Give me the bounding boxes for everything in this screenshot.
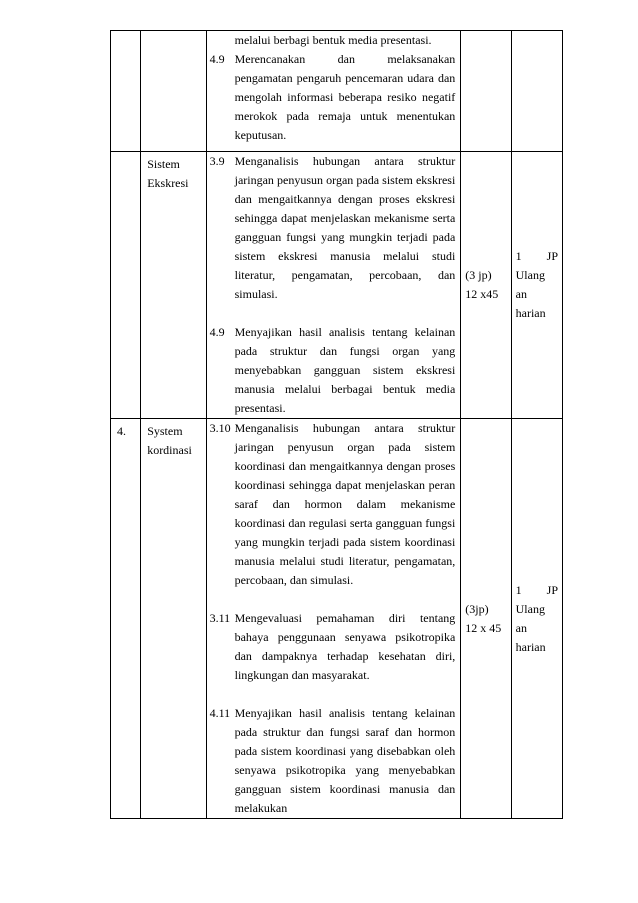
- kd-item: 3.9 Menganalisis hubungan antara struktur jaringan penyusun organ pada sistem ekskresi dan mengaitkannya dengan proses ekskresi sehingga dapat menjelaskan mekanisme serta gangguan fungsi yang mungkin terjadi pada sistem ekskresi manusia melalui studi literatur, pengamatan, percobaan, dan simulasi.: [209, 154, 456, 301]
- kd-item: 3.11 Mengevaluasi pemahaman diri tentang bahaya penggunaan senyawa psikotropika dan dampaknya terhadap kesehatan diri, lingkungan dan masyarakat.: [209, 611, 456, 682]
- cell-materi: [141, 31, 206, 152]
- cell-kd: [206, 152, 461, 419]
- kd-item: melalui berbagi bentuk media presentasi.: [234, 33, 432, 47]
- cell-materi: Sistem Ekskresi: [141, 152, 206, 419]
- cell-penilaian: [511, 31, 562, 152]
- table-row: [111, 152, 563, 419]
- cell-no: [111, 31, 141, 152]
- cell-materi: System kordinasi: [141, 419, 206, 819]
- cell-penilaian: 1 JP Ulang an harian: [511, 152, 562, 419]
- syllabus-table: [110, 30, 563, 819]
- table-row: [111, 419, 563, 819]
- cell-no: [111, 152, 141, 419]
- kd-item: 4.9 Merencanakan dan melaksanakan pengamatan pengaruh pencemaran udara dan mengolah informasi beberapa resiko negatif merokok pada remaja untuk menentukan keputusan.: [209, 52, 456, 142]
- kd-item: 4.11 Menyajikan hasil analisis tentang kelainan pada struktur dan fungsi saraf dan hormon pada sistem koordinasi yang disebabkan oleh senyawa psikotropika yang menyebabkan gangguan sistem koordinasi manusia dan melakukan: [209, 706, 456, 815]
- cell-kd: [206, 419, 461, 819]
- kd-item: 3.10 Menganalisis hubungan antara struktur jaringan penyusun organ pada sistem koordinasi dan mengaitkannya dengan proses koordinasi sehingga dapat menjelaskan peran saraf dan hormon dalam mekanisme koordinasi dan regulasi serta gangguan fungsi yang mungkin terjadi pada sistem koordinasi manusia melalui studi literatur, pengamatan, percobaan, dan simulasi.: [209, 421, 456, 587]
- cell-no: 4.: [111, 419, 141, 819]
- cell-alokasi: (3 jp) 12 x45: [461, 152, 511, 419]
- cell-alokasi: [461, 31, 511, 152]
- cell-kd: [206, 31, 461, 152]
- kd-item: 4.9 Menyajikan hasil analisis tentang kelainan pada struktur dan fungsi organ yang menyebabkan gangguan sistem ekskresi manusia melalui berbagai bentuk media presentasi.: [209, 325, 456, 415]
- cell-penilaian: 1 JP Ulang an harian: [511, 419, 562, 819]
- table-row: [111, 31, 563, 152]
- cell-alokasi: (3jp) 12 x 45: [461, 419, 511, 819]
